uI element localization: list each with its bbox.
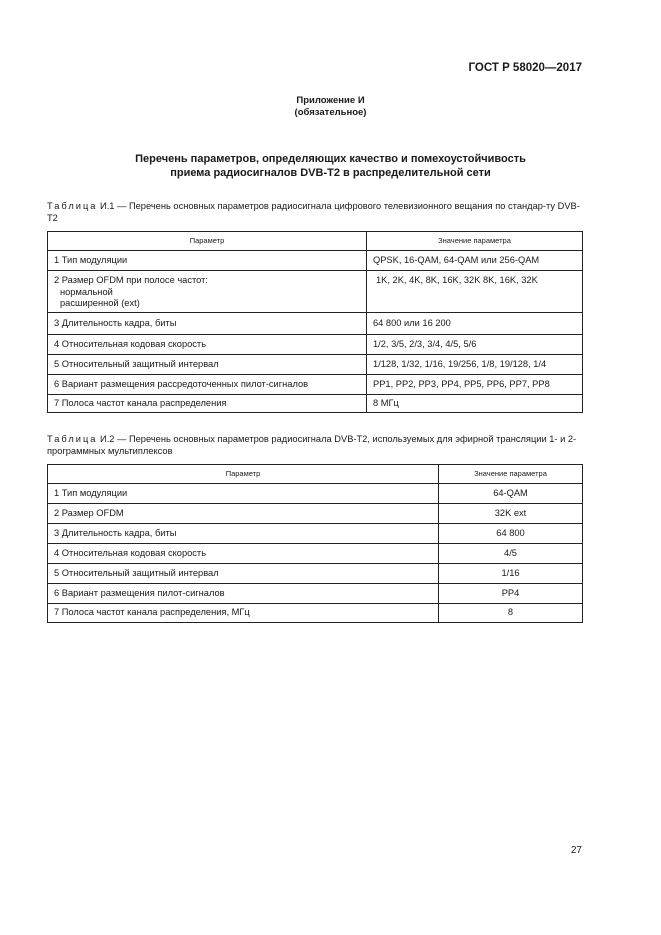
param-text: 2 Размер OFDM при полосе частот: [54, 275, 208, 285]
table-row [48, 313, 583, 335]
table-row [48, 564, 583, 584]
table1-caption [47, 200, 587, 224]
table-row [48, 504, 583, 524]
table2-caption [47, 433, 587, 457]
param-cell: 5 Относительный защитный интервал [48, 355, 367, 375]
header-value: Значение параметра [367, 232, 583, 251]
table2 [47, 464, 583, 623]
table-row [48, 375, 583, 395]
section-heading-line2: приема радиосигналов DVB-T2 в распределительной сети [170, 167, 491, 179]
table-row [48, 395, 583, 413]
param-cell: 1 Тип модуляции [48, 484, 439, 504]
header-parameter: Параметр [48, 232, 367, 251]
value-cell: 4/5 [439, 544, 583, 564]
value-cell: PP1, PP2, PP3, PP4, PP5, PP6, PP7, PP8 [367, 375, 583, 395]
value-cell: 64 800 или 16 200 [367, 313, 583, 335]
param-cell: 3 Длительность кадра, биты [48, 524, 439, 544]
value-cell: 8 МГц [367, 395, 583, 413]
table-row [48, 355, 583, 375]
value-cell: 32K ext [439, 504, 583, 524]
caption-text: И.2 — Перечень основных параметров радиосигнала DVB-T2, используемых для эфирной трансляции 1- и 2-программных мультиплексов [47, 434, 577, 456]
param-sub-normal: нормальной [60, 286, 113, 297]
page-number: 27 [570, 845, 582, 856]
table1 [47, 231, 583, 413]
table-row [48, 251, 583, 271]
param-cell [48, 271, 367, 313]
value-cell: 1/16 [439, 564, 583, 584]
caption-text: И.1 — Перечень основных параметров радиосигнала цифрового телевизионного вещания по стандар-ту DVB-T2 [47, 201, 580, 223]
value-cell: QPSK, 16-QAM, 64-QAM или 256-QAM [367, 251, 583, 271]
section-heading-line1: Перечень параметров, определяющих качество и помехоустойчивость [135, 153, 526, 165]
header-parameter: Параметр [48, 465, 439, 484]
param-cell: 6 Вариант размещения пилот-сигналов [48, 584, 439, 604]
param-cell: 3 Длительность кадра, биты [48, 313, 367, 335]
value-cell: 1/128, 1/32, 1/16, 19/256, 1/8, 19/128, 1/4 [367, 355, 583, 375]
param-cell: 4 Относительная кодовая скорость [48, 544, 439, 564]
table-row [48, 604, 583, 623]
param-cell: 7 Полоса частот канала распределения [48, 395, 367, 413]
appendix-title: Приложение И [296, 95, 365, 106]
table-header-row [48, 232, 583, 251]
param-cell: 7 Полоса частот канала распределения, МГц [48, 604, 439, 623]
param-cell: 5 Относительный защитный интервал [48, 564, 439, 584]
param-cell: 4 Относительная кодовая скорость [48, 335, 367, 355]
table-header-row [48, 465, 583, 484]
param-cell: 6 Вариант размещения рассредоточенных пилот-сигналов [48, 375, 367, 395]
value-cell: 1/2, 3/5, 2/3, 3/4, 4/5, 5/6 [367, 335, 583, 355]
param-sub-extended: расширенной (ext) [60, 298, 140, 308]
table-row [48, 544, 583, 564]
caption-label: Таблица [47, 201, 98, 211]
value-cell: PP4 [439, 584, 583, 604]
value-cell: 64-QAM [439, 484, 583, 504]
table-row [48, 335, 583, 355]
value-cell: 1K, 2K, 4K, 8K, 16K, 32K 8K, 16K, 32K [367, 271, 583, 313]
table-row [48, 584, 583, 604]
standard-number: ГОСТ Р 58020—2017 [468, 62, 582, 74]
table-row [48, 524, 583, 544]
param-cell: 2 Размер OFDM [48, 504, 439, 524]
value-cell: 8 [439, 604, 583, 623]
value-cell: 64 800 [439, 524, 583, 544]
appendix-note: (обязательное) [294, 107, 367, 118]
param-cell: 1 Тип модуляции [48, 251, 367, 271]
header-value: Значение параметра [439, 465, 583, 484]
table-row [48, 271, 583, 313]
table-row [48, 484, 583, 504]
caption-label: Таблица [47, 434, 98, 444]
